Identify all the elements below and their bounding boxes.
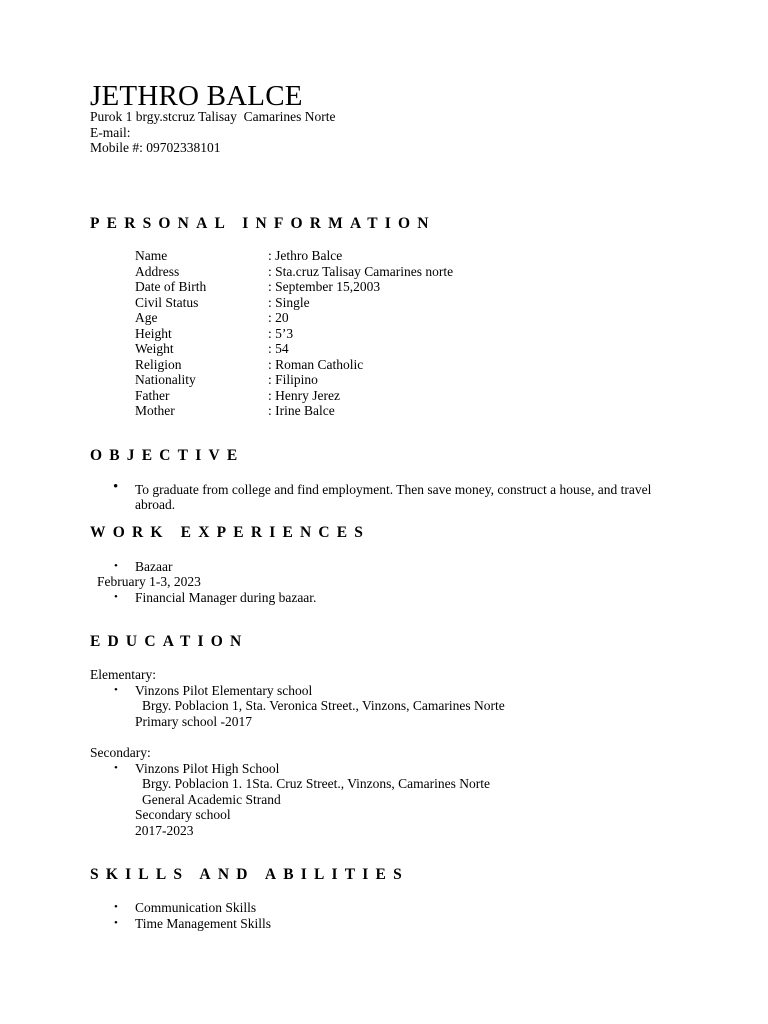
bullet-icon: •: [114, 901, 118, 913]
elementary-label: Elementary:: [90, 667, 156, 682]
info-label: Religion: [135, 357, 182, 372]
objective-text-line-2: abroad.: [135, 497, 176, 512]
info-label: Weight: [135, 341, 174, 356]
email-line: E-mail:: [90, 125, 131, 140]
info-value: : Irine Balce: [268, 403, 335, 418]
bullet-icon: •: [114, 762, 118, 774]
info-value: : Jethro Balce: [268, 248, 343, 263]
info-label: Mother: [135, 403, 175, 418]
secondary-address: Brgy. Poblacion 1. 1Sta. Cruz Street., Vinzons, Camarines Norte: [142, 776, 491, 791]
info-value: : 20: [268, 310, 289, 325]
info-value: : Filipino: [268, 372, 318, 387]
info-label: Height: [135, 326, 172, 341]
personal-information-heading: PERSONAL INFORMATION: [90, 215, 436, 232]
secondary-school: Vinzons Pilot High School: [135, 761, 280, 776]
secondary-label: Secondary:: [90, 745, 151, 760]
info-value: : Roman Catholic: [268, 357, 364, 372]
bullet-icon: •: [114, 917, 118, 929]
info-label: Age: [135, 310, 158, 325]
objective-heading: OBJECTIVE: [90, 447, 245, 464]
info-label: Father: [135, 388, 170, 403]
info-label: Civil Status: [135, 295, 199, 310]
elementary-school: Vinzons Pilot Elementary school: [135, 683, 313, 698]
elementary-level: Primary school -2017: [135, 714, 252, 729]
skills-heading: SKILLS AND ABILITIES: [90, 866, 409, 883]
work-item-bazaar: Bazaar: [135, 559, 173, 574]
info-value: : Single: [268, 295, 310, 310]
info-value: : September 15,2003: [268, 279, 381, 294]
info-value: : Henry Jerez: [268, 388, 340, 403]
info-label: Address: [135, 264, 180, 279]
info-value: : 54: [268, 341, 289, 356]
secondary-years: 2017-2023: [135, 823, 194, 838]
skill-item: Time Management Skills: [135, 916, 272, 931]
info-label: Nationality: [135, 372, 196, 387]
education-heading: EDUCATION: [90, 633, 249, 650]
bullet-icon: •: [113, 479, 119, 495]
info-label: Date of Birth: [135, 279, 207, 294]
secondary-level: Secondary school: [135, 807, 231, 822]
bullet-icon: •: [114, 560, 118, 572]
work-item-role: Financial Manager during bazaar.: [135, 590, 317, 605]
bullet-icon: •: [114, 591, 118, 603]
objective-text-line-1: To graduate from college and find employment. Then save money, construct a house, and travel: [135, 482, 652, 497]
secondary-strand: General Academic Strand: [142, 792, 281, 807]
work-date: February 1-3, 2023: [97, 574, 201, 589]
elementary-address: Brgy. Poblacion 1, Sta. Veronica Street., Vinzons, Camarines Norte: [142, 698, 505, 713]
skill-item: Communication Skills: [135, 900, 257, 915]
bullet-icon: •: [114, 684, 118, 696]
mobile-line: Mobile #: 09702338101: [90, 140, 221, 155]
work-experiences-heading: WORK EXPERIENCES: [90, 524, 371, 541]
address-line: Purok 1 brgy.stcruz Talisay Camarines Norte: [90, 109, 336, 124]
resume-name: JETHRO BALCE: [90, 80, 303, 112]
info-label: Name: [135, 248, 168, 263]
info-value: : 5’3: [268, 326, 294, 341]
info-value: : Sta.cruz Talisay Camarines norte: [268, 264, 454, 279]
